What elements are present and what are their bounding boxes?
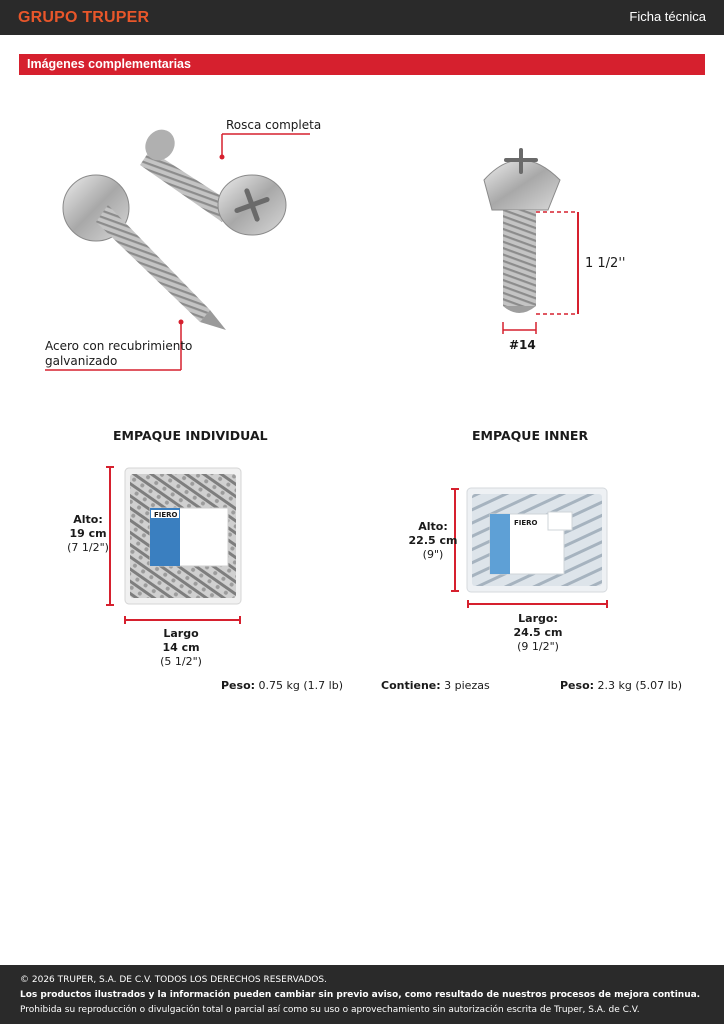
length-dimension-label: 1 1/2'' [585, 256, 626, 271]
individual-weight: Peso: 0.75 kg (1.7 lb) [221, 679, 343, 692]
document-type: Ficha técnica [629, 9, 706, 24]
brand-logo: GRUPO TRUPER [18, 9, 150, 26]
individual-bag [125, 468, 241, 604]
footer [0, 965, 724, 1024]
footer-copyright: © 2026 TRUPER, S.A. DE C.V. TODOS LOS DERECHOS RESERVADOS. [20, 975, 327, 985]
material-label-line1: Acero con recubrimiento [45, 339, 193, 353]
inner-height-dimension: Alto: 22.5 cm (9") [408, 520, 458, 561]
inner-weight: Peso: 2.3 kg (5.07 lb) [560, 679, 682, 692]
individual-length-dimension: Largo 14 cm (5 1/2") [160, 627, 202, 668]
individual-height-dimension: Alto: 19 cm (7 1/2") [67, 513, 109, 554]
inner-length-dimension: Largo: 24.5 cm (9 1/2") [513, 612, 563, 653]
inner-contents: Contiene: 3 piezas [381, 679, 490, 692]
inner-bag-brand: FIERO [514, 519, 538, 527]
inner-bag [467, 488, 607, 592]
gauge-dimension-label: #14 [509, 338, 536, 352]
thread-label: Rosca completa [226, 118, 322, 132]
footer-prohibition: Prohibida su reproducción o divulgación total o parcial así como su uso o aprovechamiento sin autorización escrita de Truper, S.A. de C.V. [20, 1005, 640, 1015]
inner-pack-title: EMPAQUE INNER [472, 428, 589, 443]
section-title: Imágenes complementarias [27, 57, 191, 71]
individual-bag-brand: FIERO [154, 511, 178, 519]
footer-notice: Los productos ilustrados y la información pueden cambiar sin previo aviso, como resultado de nuestros procesos de mejora continua. [20, 990, 701, 1000]
material-label-line2: galvanizado [45, 354, 118, 368]
individual-pack-title: EMPAQUE INDIVIDUAL [113, 428, 268, 443]
